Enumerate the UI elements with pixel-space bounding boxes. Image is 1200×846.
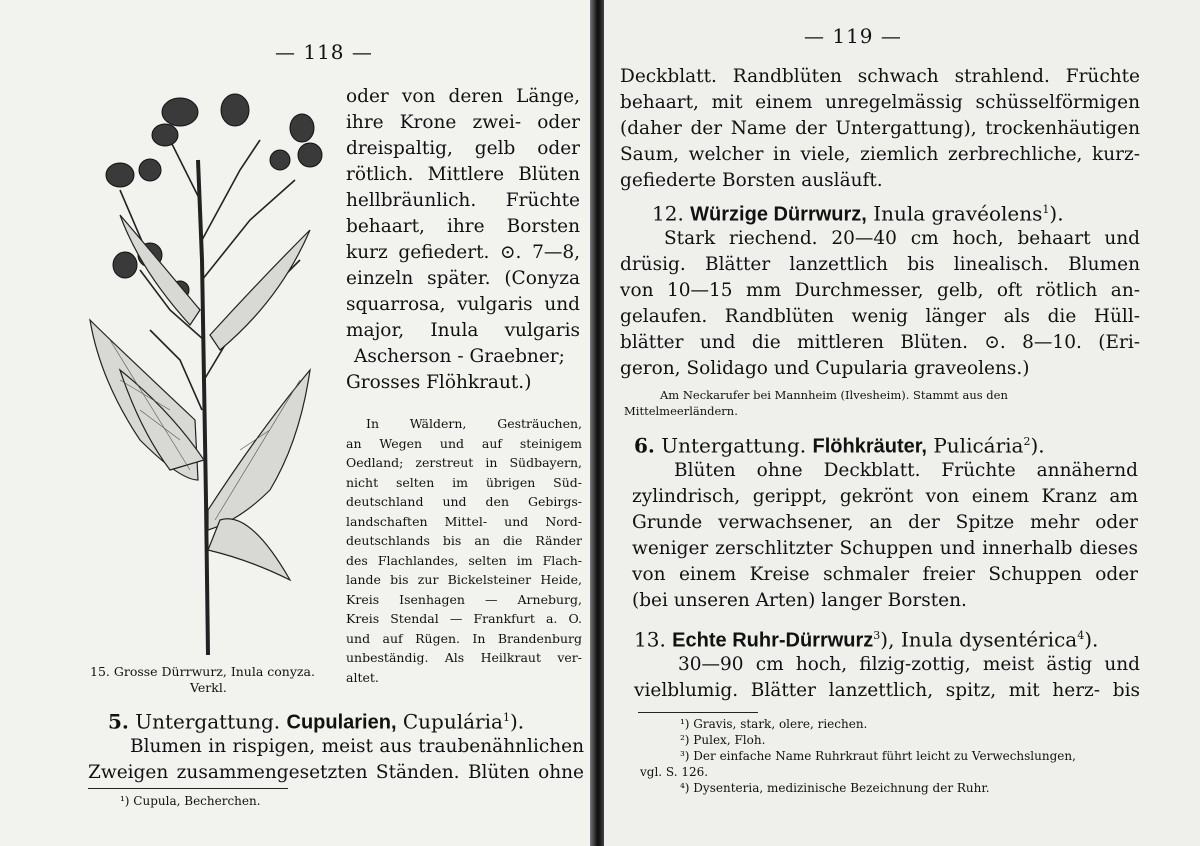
text-line: zylindrisch, gerippt, gekrönt von einem Kranz am — [632, 486, 1138, 507]
footnote-ref: 2 — [1023, 435, 1031, 448]
habitat-line: Mittelmeerländern. — [624, 404, 738, 418]
footnote-rule — [638, 712, 758, 713]
text-line: weniger zerschlitzter Schuppen und innerhalb dieses — [632, 538, 1138, 559]
section-heading-end: ). — [509, 709, 525, 734]
section-label: Untergattung. — [128, 709, 287, 734]
text-line: behaart, ihre Borsten — [346, 216, 580, 237]
text-line: major, Inula vulgaris — [346, 320, 580, 341]
text-line: Blüten ohne Deckblatt. Früchte annähernd — [674, 460, 1138, 481]
habitat-line: lande bis zur Bickelsteiner Heide, — [346, 572, 582, 587]
habitat-line: altet. — [346, 669, 379, 685]
habitat-line: des Flachlandes, selten im Flach- — [346, 552, 582, 568]
text-line: Saum, welcher in viele, ziemlich zerbrechliche, kurz- — [620, 144, 1140, 165]
habitat-line: Kreis Isenhagen — Arneburg, — [346, 591, 582, 607]
page-number: — 118 — — [275, 40, 373, 64]
text-line: oder von deren Länge, — [346, 86, 580, 107]
footnote-ref: 1 — [1042, 203, 1050, 216]
footnote: ³) Der einfache Name Ruhrkraut führt leicht zu Verwechslungen, — [680, 749, 1076, 763]
species-description — [620, 226, 1140, 382]
text-line: Grosses Flöhkraut.) — [346, 372, 532, 393]
left-page — [0, 0, 592, 846]
text-line: gelaufen. Randblüten wenig länger als die Hüll- — [620, 306, 1140, 327]
habitat-line: landschaften Mittel- und Nord- — [346, 513, 582, 529]
habitat-line: und auf Rügen. In Brandenburg — [346, 630, 582, 646]
species-common-name: Echte Ruhr-Dürrwurz — [672, 629, 874, 652]
habitat-line: nicht selten im übrigen Süd- — [346, 474, 582, 490]
text-line: kurz gefiedert. ⊙. 7—8, — [346, 242, 580, 263]
text-line: gefiederte Borsten ausläuft. — [620, 170, 883, 191]
footnote: vgl. S. 126. — [640, 765, 709, 779]
section-bold-name: Flöhkräuter, — [812, 435, 927, 458]
habitat-line: deutschlands bis an die Ränder — [346, 533, 582, 548]
footnote: ¹) Gravis, stark, olere, riechen. — [680, 717, 868, 731]
species-common-name: Würzige Dürrwurz, — [690, 203, 867, 226]
text-line: Zweigen zusammengesetzten Ständen. Blüten ohne — [88, 762, 584, 783]
section-number: 5. — [108, 709, 129, 734]
habitat-line: unbeständig. Als Heilkraut ver- — [346, 650, 582, 665]
text-line: von einem Kreise schmaler freier Schuppen oder — [632, 564, 1138, 585]
footnote: ¹) Cupula, Becherchen. — [120, 794, 261, 808]
right-page — [604, 0, 1200, 846]
footnote: ⁴) Dysenteria, medizinische Bezeichnung der Ruhr. — [680, 781, 990, 795]
section-heading-end: ). — [1030, 433, 1045, 458]
section-heading — [108, 704, 524, 737]
text-line: Grunde verwachsener, an der Spitze mehr oder — [632, 512, 1138, 533]
species-description — [634, 652, 1140, 704]
species-heading-end: ). — [1049, 201, 1064, 226]
text-line: Blumen in rispigen, meist aus traubenähnlichen — [130, 736, 584, 757]
text-line: Stark riechend. 20—40 cm hoch, behaart und — [664, 228, 1140, 249]
footnote-ref: 1 — [502, 711, 510, 724]
section-heading — [634, 428, 1045, 461]
plant-illustration — [80, 80, 330, 660]
species-latin-name: ), Inula dysentérica — [880, 627, 1078, 652]
habitat-line: Am Neckarufer bei Mannheim (Ilvesheim). Stammt aus den — [660, 388, 1008, 402]
species-latin-name: Inula gravéolens — [866, 201, 1043, 226]
text-line: hellbräunlich. Früchte — [346, 190, 580, 211]
habitat-note — [346, 414, 582, 687]
text-line: ihre Krone zwei- oder — [346, 112, 580, 133]
text-line: 30—90 cm hoch, filzig-zottig, meist ästig und — [678, 654, 1140, 675]
species-heading-end: ). — [1084, 627, 1099, 652]
footnote: ²) Pulex, Floh. — [680, 733, 766, 747]
section-latin-name: Cupulária — [396, 709, 503, 734]
habitat-line: deutschland und den Gebirgs- — [346, 494, 582, 509]
habitat-line: Oedland; zerstreut in Südbayern, — [346, 455, 582, 470]
species-number: 13. — [634, 627, 666, 652]
section-body — [88, 734, 584, 786]
text-line: (daher der Name der Untergattung), trockenhäutigen — [620, 118, 1140, 139]
section-number: 6. — [634, 433, 655, 458]
figure-caption-scale: Verkl. — [190, 680, 227, 695]
intro-paragraph — [620, 64, 1140, 194]
habitat-line: Kreis Stendal — Frankfurt a. O. — [346, 611, 582, 626]
text-line: von 10—15 mm Durchmesser, gelb, oft rötlich an- — [620, 280, 1140, 301]
habitat-line: an Wegen und auf steinigem — [346, 435, 582, 451]
section-bold-name: Cupularien, — [286, 711, 397, 734]
page-number: — 119 — — [804, 24, 902, 48]
text-line: drüsig. Blätter lanzettlich bis linealisch. Blumen — [620, 254, 1140, 275]
text-line: geron, Solidago und Cupularia graveolens.) — [620, 358, 1030, 379]
species-heading — [634, 622, 1098, 655]
text-line: squarrosa, vulgaris und — [346, 294, 580, 315]
footnote-ref: 3 — [873, 629, 881, 642]
text-line: vielblumig. Blätter lanzettlich, spitz, mit herz- bis — [634, 680, 1140, 701]
text-line: behaart, mit einem unregelmässig schüsselförmigen — [620, 92, 1140, 113]
text-line: blätter und die mittleren Blüten. ⊙. 8—10. (Eri- — [620, 332, 1140, 353]
footnote-ref: 4 — [1077, 629, 1085, 642]
footnote-rule — [88, 788, 288, 789]
habitat-line: In Wäldern, Gesträuchen, — [366, 416, 582, 431]
text-line: einzeln später. (Conyza — [346, 268, 580, 289]
text-line: dreispaltig, gelb oder — [346, 138, 580, 159]
text-line: rötlich. Mittlere Blüten — [346, 164, 580, 185]
text-line: Deckblatt. Randblüten schwach strahlend. Früchte — [620, 66, 1140, 87]
figure-caption: 15. Grosse Dürrwurz, Inula conyza. — [90, 664, 315, 679]
species-number: 12. — [652, 201, 684, 226]
description-column — [346, 84, 580, 396]
section-label: Untergattung. — [654, 433, 813, 458]
section-body — [632, 458, 1138, 614]
section-latin-name: Pulicária — [926, 433, 1024, 458]
species-heading — [652, 196, 1064, 229]
text-line: (bei unseren Arten) langer Borsten. — [632, 590, 967, 611]
text-line: Ascherson - Graebner; — [354, 346, 565, 367]
